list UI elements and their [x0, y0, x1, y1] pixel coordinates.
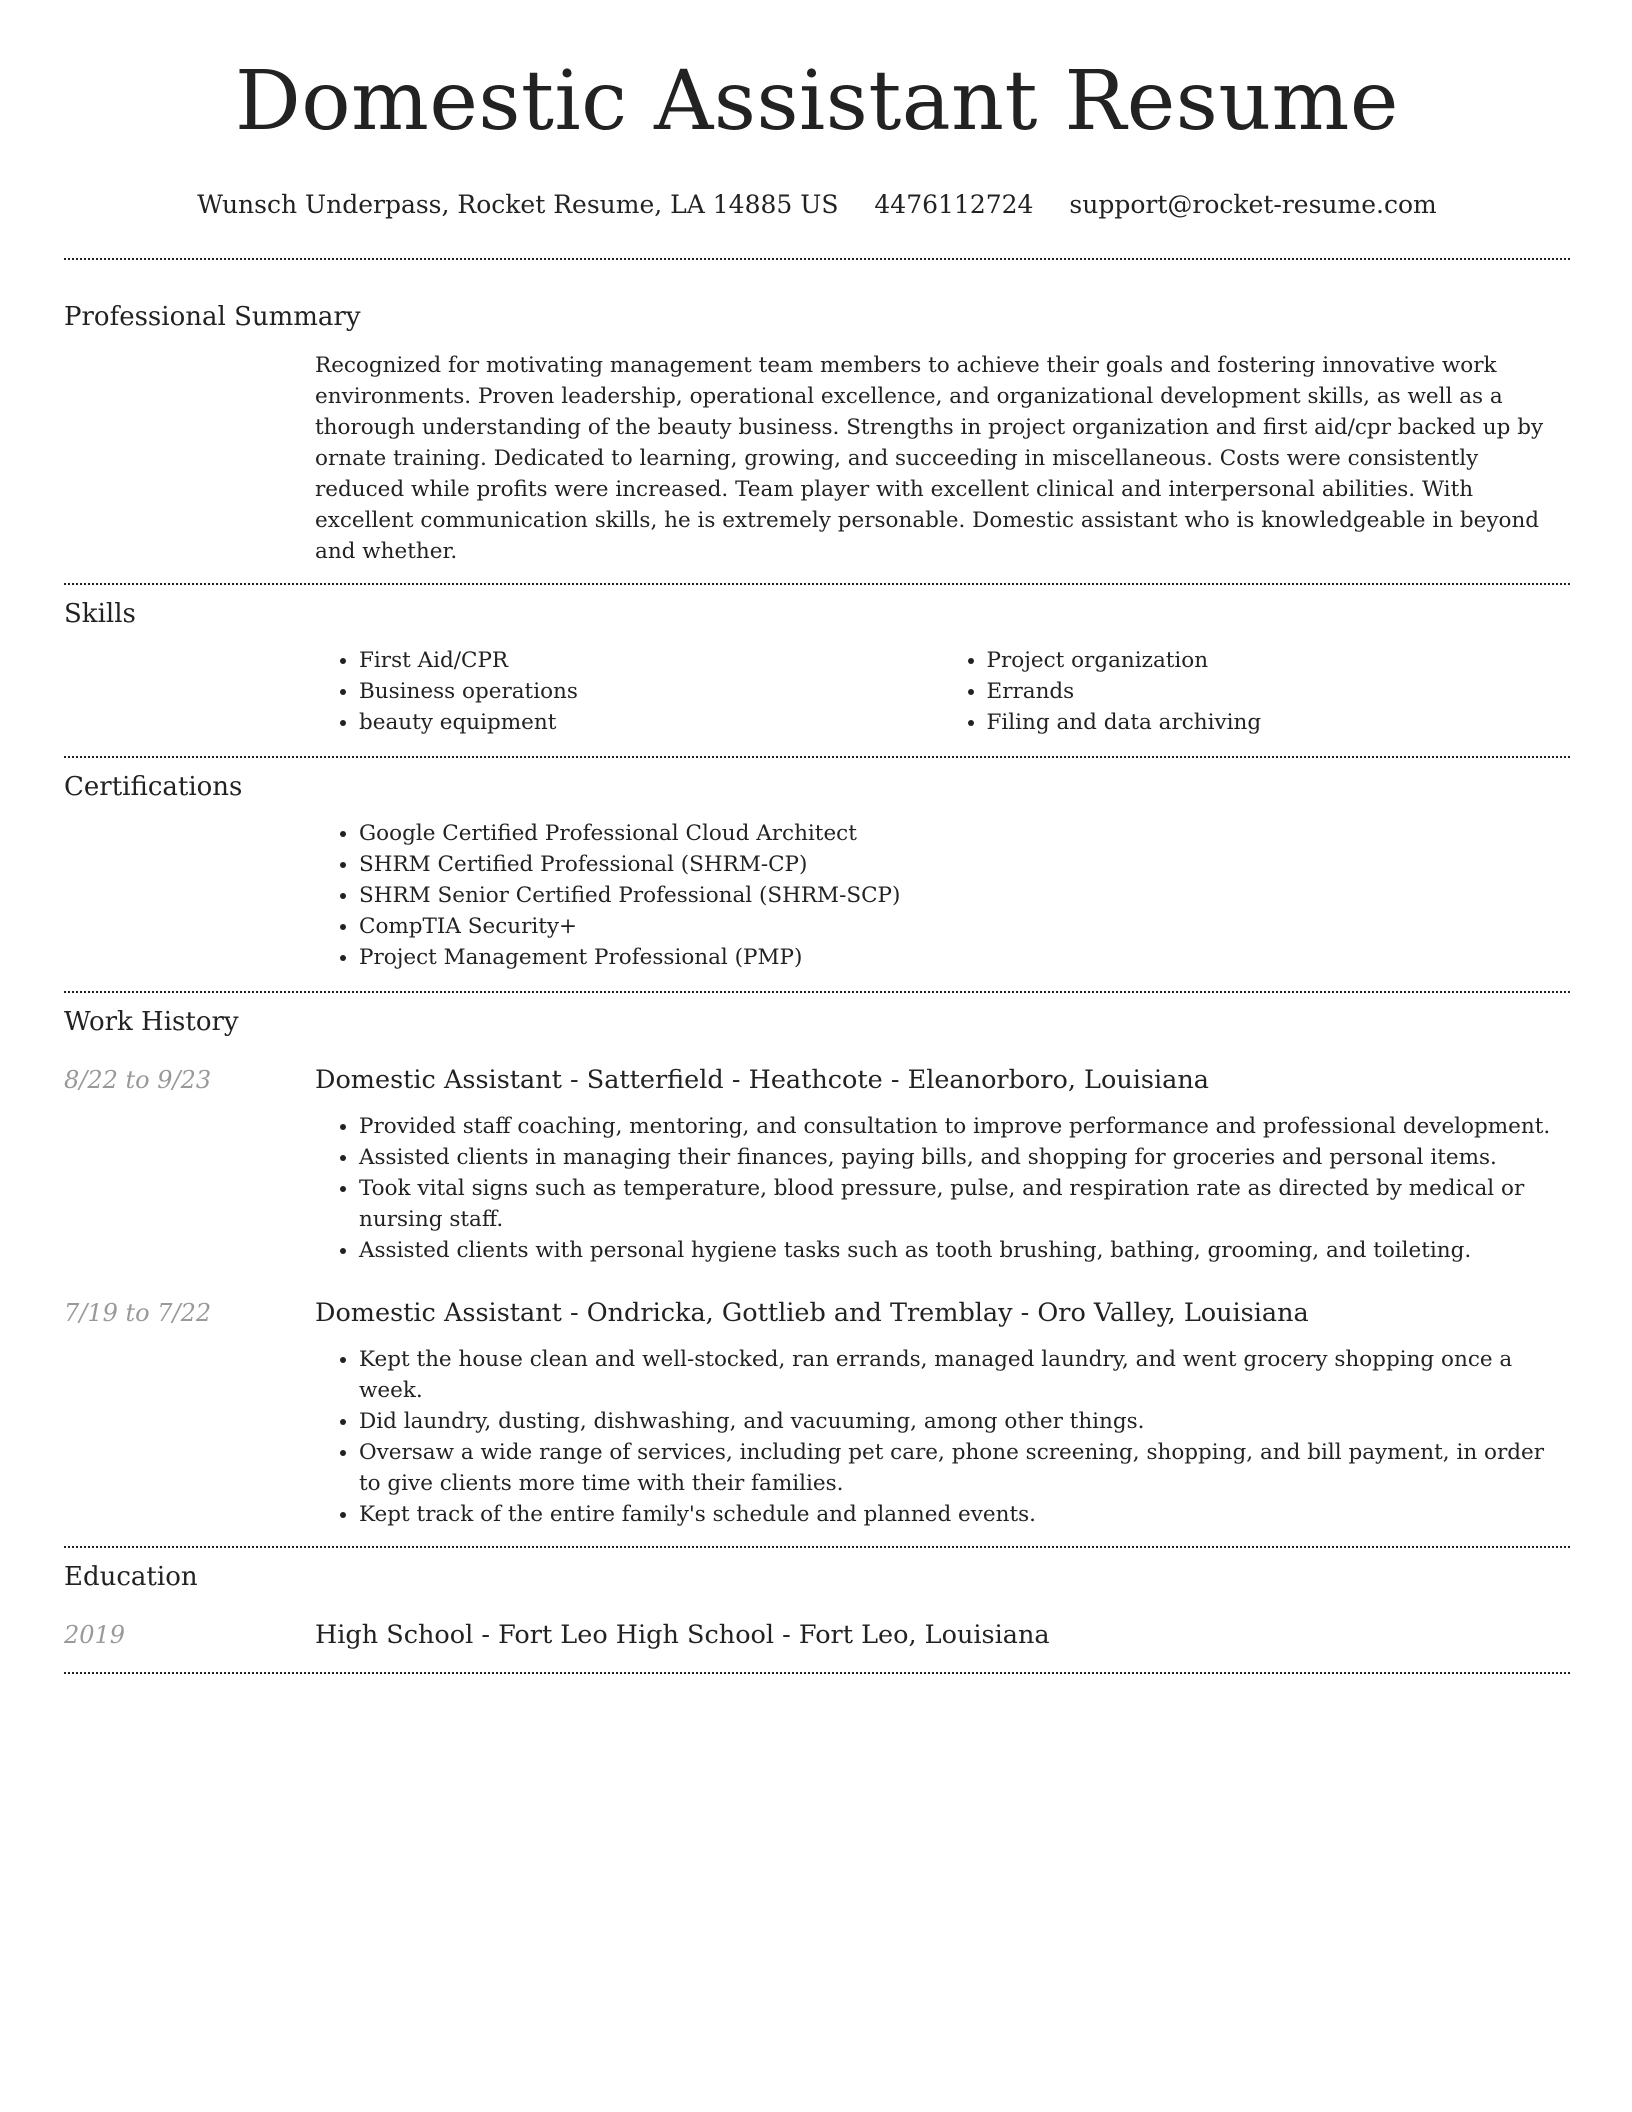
skills-section	[64, 585, 1570, 738]
summary-text: Recognized for motivating management team members to achieve their goals and fostering innovative work environments. Proven leadership, operational excellence, and organizational development skills, as well as a thorough understanding of the beauty business. Strengths in project organization and first aid/cpr backed up by ornate training. Dedicated to learning, growing, and succeeding in miscellaneous. Costs were consistently reduced while profits were increased. Team player with excellent clinical and interpersonal abilities. With excellent communication skills, he is extremely personable. Domestic assistant who is knowledgeable in beyond and whether.	[315, 353, 1544, 564]
education-entry	[64, 1618, 1570, 1652]
job-dates: 7/19 to 7/22	[64, 1299, 212, 1327]
job-bullets	[315, 1111, 1570, 1266]
certification-item: • CompTIA Security+	[359, 911, 1570, 942]
job-main	[315, 1063, 1570, 1266]
skill-item: • Errands	[987, 676, 1571, 707]
work-section	[64, 993, 1570, 1530]
skills-grid	[315, 645, 1570, 738]
job-bullet: • Took vital signs such as temperature, blood pressure, pulse, and respiration rate as directed by medical or nursing staff.	[359, 1173, 1570, 1235]
job-dates: 8/22 to 9/23	[64, 1066, 212, 1094]
job-bullet: • Kept the house clean and well-stocked, ran errands, managed laundry, and went grocery shopping once a week.	[359, 1344, 1570, 1406]
skill-item: • beauty equipment	[359, 707, 943, 738]
certification-item: • Project Management Professional (PMP)	[359, 942, 1570, 973]
summary-section	[64, 260, 1570, 567]
contact-address: Wunsch Underpass, Rocket Resume, LA 14885 US	[197, 190, 839, 219]
certification-item: • SHRM Certified Professional (SHRM-CP)	[359, 849, 1570, 880]
section-heading: Education	[64, 1562, 198, 1592]
divider	[64, 1672, 1570, 1674]
contact-line	[64, 188, 1570, 222]
resume-page	[64, 0, 1570, 1674]
certifications-body	[315, 818, 1570, 973]
job-main	[315, 1296, 1570, 1530]
job-entry	[64, 1063, 1570, 1266]
job-bullet: • Did laundry, dusting, dishwashing, and vacuuming, among other things.	[359, 1406, 1570, 1437]
job-bullet: • Oversaw a wide range of services, including pet care, phone screening, shopping, and bill payment, in order to give clients more time with their families.	[359, 1437, 1570, 1499]
job-entry	[64, 1296, 1570, 1530]
skill-item: • First Aid/CPR	[359, 645, 943, 676]
section-heading: Work History	[64, 1007, 239, 1037]
education-main	[315, 1618, 1570, 1652]
job-title: Domestic Assistant - Satterfield - Heathcote - Eleanorboro, Louisiana	[315, 1065, 1209, 1095]
skills-list-right	[943, 645, 1571, 738]
skill-item: • Filing and data archiving	[987, 707, 1571, 738]
skills-list-left	[315, 645, 943, 738]
contact-phone: 4476112724	[874, 190, 1034, 219]
job-bullet: • Provided staff coaching, mentoring, and consultation to improve performance and professional development.	[359, 1111, 1570, 1142]
education-section	[64, 1548, 1570, 1652]
certifications-list	[315, 818, 1570, 973]
education-title: High School - Fort Leo High School - Fort Leo, Louisiana	[315, 1620, 1050, 1650]
certification-item: • Google Certified Professional Cloud Architect	[359, 818, 1570, 849]
certification-item: • SHRM Senior Certified Professional (SHRM-SCP)	[359, 880, 1570, 911]
contact-email: support@rocket-resume.com	[1069, 190, 1437, 219]
certifications-section	[64, 758, 1570, 973]
section-heading: Professional Summary	[64, 302, 361, 332]
job-bullet: • Assisted clients with personal hygiene tasks such as tooth brushing, bathing, grooming, and toileting.	[359, 1235, 1570, 1266]
education-dates: 2019	[64, 1621, 126, 1649]
section-heading: Skills	[64, 599, 136, 629]
skill-item: • Business operations	[359, 676, 943, 707]
job-title: Domestic Assistant - Ondricka, Gottlieb and Tremblay - Oro Valley, Louisiana	[315, 1298, 1309, 1328]
job-bullet: • Assisted clients in managing their finances, paying bills, and shopping for groceries and personal items.	[359, 1142, 1570, 1173]
job-bullets	[315, 1344, 1570, 1530]
section-heading: Certifications	[64, 772, 243, 802]
job-bullet: • Kept track of the entire family's schedule and planned events.	[359, 1499, 1570, 1530]
resume-title: Domestic Assistant Resume	[235, 54, 1399, 149]
skill-item: • Project organization	[987, 645, 1571, 676]
